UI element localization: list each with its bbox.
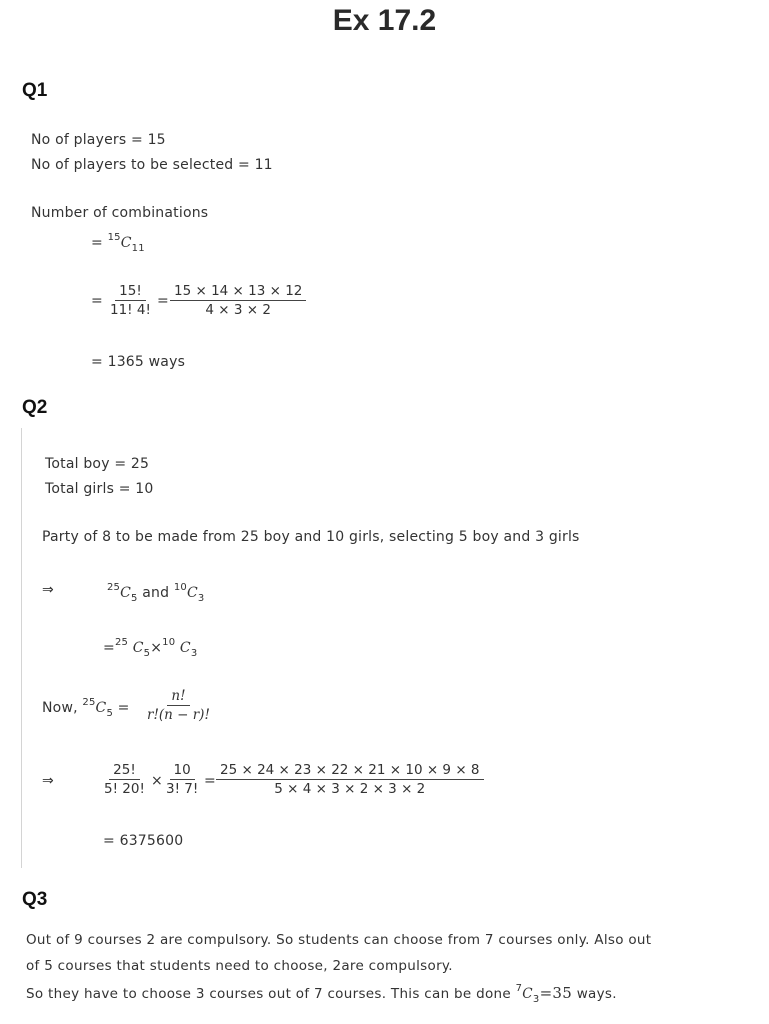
q2-c1-r: 5 [131,593,138,604]
q2-result: = 6375600 [103,833,184,849]
q3-line-2: of 5 courses that students need to choose, 2are compulsory. [26,958,453,974]
q1-frac1-denominator: 11! 4! [110,302,151,318]
q2-boys-line: Total boy = 25 [45,456,150,472]
q2-party-line: Party of 8 to be made from 25 boy and 10 girls, selecting 5 boy and 3 girls [42,529,580,545]
page-title: Ex 17.2 [332,4,437,37]
q2-arrow-2: ⇒ [42,773,54,789]
q1-frac-eq-1: = [91,293,103,309]
question-3-heading: Q3 [22,889,48,910]
q2-prod-c1-c: C [132,640,144,656]
q2-c2-c: C [187,585,198,601]
q1-combinations-label: Number of combinations [31,205,209,221]
q2-c1-c: C [120,585,132,601]
q2-combination-pair [107,582,204,604]
q2-formula-fraction [143,688,214,723]
q1-result: = 1365 ways [91,354,186,370]
q2-c2-n: 10 [173,582,187,593]
q3-line-3 [26,983,617,1005]
q1-selected-line: No of players to be selected = 11 [31,157,273,173]
q2-prod-c2-c: C [179,640,191,656]
q2-f1-denominator: 5! 20! [104,781,145,797]
q1-frac2-denominator: 4 × 3 × 2 [205,302,271,318]
q3-comb-r: 3 [532,994,540,1005]
q2-fraction-product [216,762,484,797]
q2-c1-n: 25 [107,582,121,593]
q2-f2-numerator: 10 [170,762,195,780]
q1-eq-sign: = [91,235,103,251]
q2-prod-c1-r: 5 [143,648,151,659]
q1-comb-n: 15 [107,232,121,243]
q2-left-border [21,428,22,868]
question-2-heading: Q2 [22,397,48,418]
q3-line-3-text: So they have to choose 3 courses out of 7 courses. This can be done [26,986,516,1002]
q2-prod-c2-n: 10 [162,637,176,648]
q2-f2-denominator: 3! 7! [166,781,199,797]
q2-now-n: 25 [82,697,96,708]
question-1-heading: Q1 [22,80,48,101]
q2-fraction-25 [100,762,149,797]
q2-prod-eq: = [103,640,115,656]
q2-equals-op: = [204,773,216,789]
q2-times-op: × [151,773,163,789]
q2-girls-line: Total girls = 10 [45,481,154,497]
q2-f1-numerator: 25! [109,762,140,780]
q1-combination-expression [91,232,145,254]
q1-frac1-numerator: 15! [115,283,146,301]
q2-and: and [142,585,170,601]
q1-players-line: No of players = 15 [31,132,166,148]
q2-now-label: Now, [42,700,78,716]
q1-frac2-numerator: 15 × 14 × 13 × 12 [170,283,306,301]
q1-comb-c: C [120,235,132,251]
q2-f3-numerator: 25 × 24 × 23 × 22 × 21 × 10 × 9 × 8 [216,762,484,780]
q2-now-c: C [95,700,107,716]
q1-fraction-product [170,283,306,318]
q3-eq-value: =35 [539,984,573,1002]
q1-comb-r: 11 [131,243,145,254]
q2-prod-times: × [150,640,163,656]
q3-comb-c: C [522,986,533,1002]
q2-now-eq: = [117,700,130,716]
q2-product-expression [103,637,197,659]
q2-arrow-1: ⇒ [42,582,54,598]
q2-formula-numerator: n! [167,688,189,706]
q2-prod-c1-n: 25 [114,637,129,648]
q1-frac-eq-2: = [157,293,169,309]
q3-line-1: Out of 9 courses 2 are compulsory. So students can choose from 7 courses only. Also out [26,932,652,948]
q2-now-r: 5 [106,708,114,719]
q2-fraction-10 [162,762,202,797]
q2-now-line [42,697,130,719]
q1-fraction-factorials [106,283,155,318]
q3-comb-n: 7 [515,983,523,994]
q2-c2-r: 3 [197,593,205,604]
q2-f3-denominator: 5 × 4 × 3 × 2 × 3 × 2 [274,781,426,797]
q3-line-3-end: ways. [572,986,617,1002]
q2-formula-denominator: r!(n − r)! [147,707,210,723]
q2-prod-c2-r: 3 [190,648,198,659]
